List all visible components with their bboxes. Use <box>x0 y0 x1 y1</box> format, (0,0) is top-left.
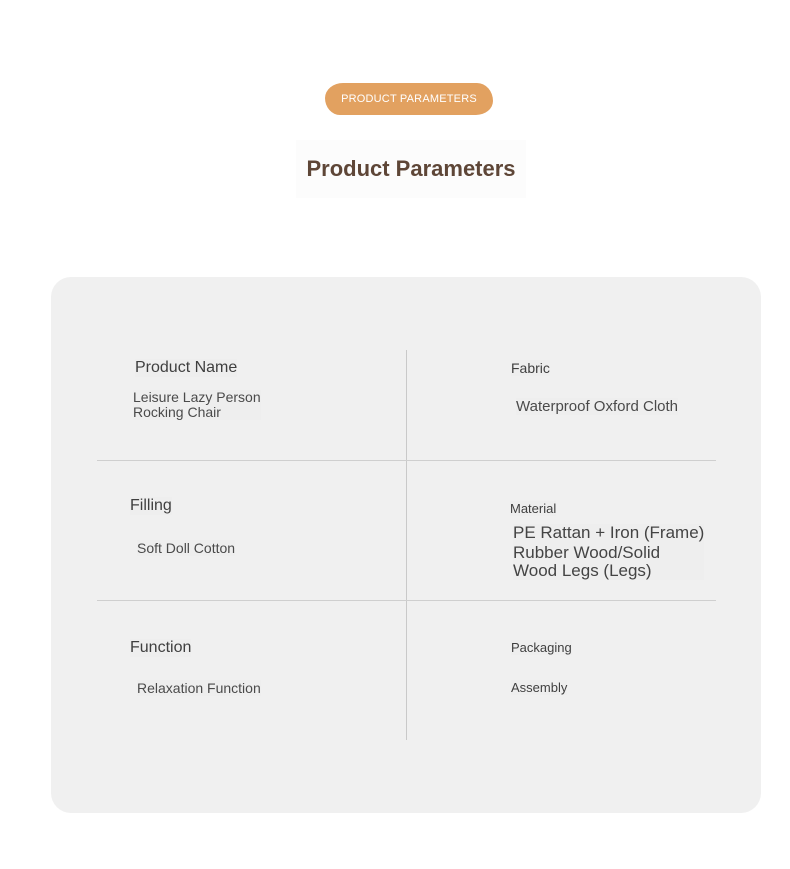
column-divider <box>406 350 407 740</box>
value-line: Rubber Wood/Solid <box>513 543 661 562</box>
param-value-function: Relaxation Function <box>137 680 261 696</box>
param-label-material: Material <box>510 501 557 516</box>
param-value-filling: Soft Doll Cotton <box>137 540 236 556</box>
value-line: Wood Legs (Legs) <box>513 561 652 580</box>
param-label-product-name: Product Name <box>135 359 238 376</box>
row-divider-1 <box>97 460 716 461</box>
param-label-fabric: Fabric <box>511 360 550 376</box>
section-tag: PRODUCT PARAMETERS <box>325 83 493 115</box>
param-label-filling: Filling <box>130 497 172 514</box>
param-value-product-name <box>133 390 261 420</box>
page-title: Product Parameters <box>296 140 526 198</box>
param-value-material <box>513 524 704 580</box>
value-line: Leisure Lazy Person <box>133 389 261 405</box>
row-divider-2 <box>97 600 716 601</box>
value-line: PE Rattan + Iron (Frame) <box>513 523 705 542</box>
param-label-function: Function <box>130 639 192 656</box>
param-value-packaging: Assembly <box>511 680 568 695</box>
value-line: Rocking Chair <box>133 404 221 420</box>
param-value-fabric: Waterproof Oxford Cloth <box>516 398 679 415</box>
param-label-packaging: Packaging <box>511 640 572 655</box>
